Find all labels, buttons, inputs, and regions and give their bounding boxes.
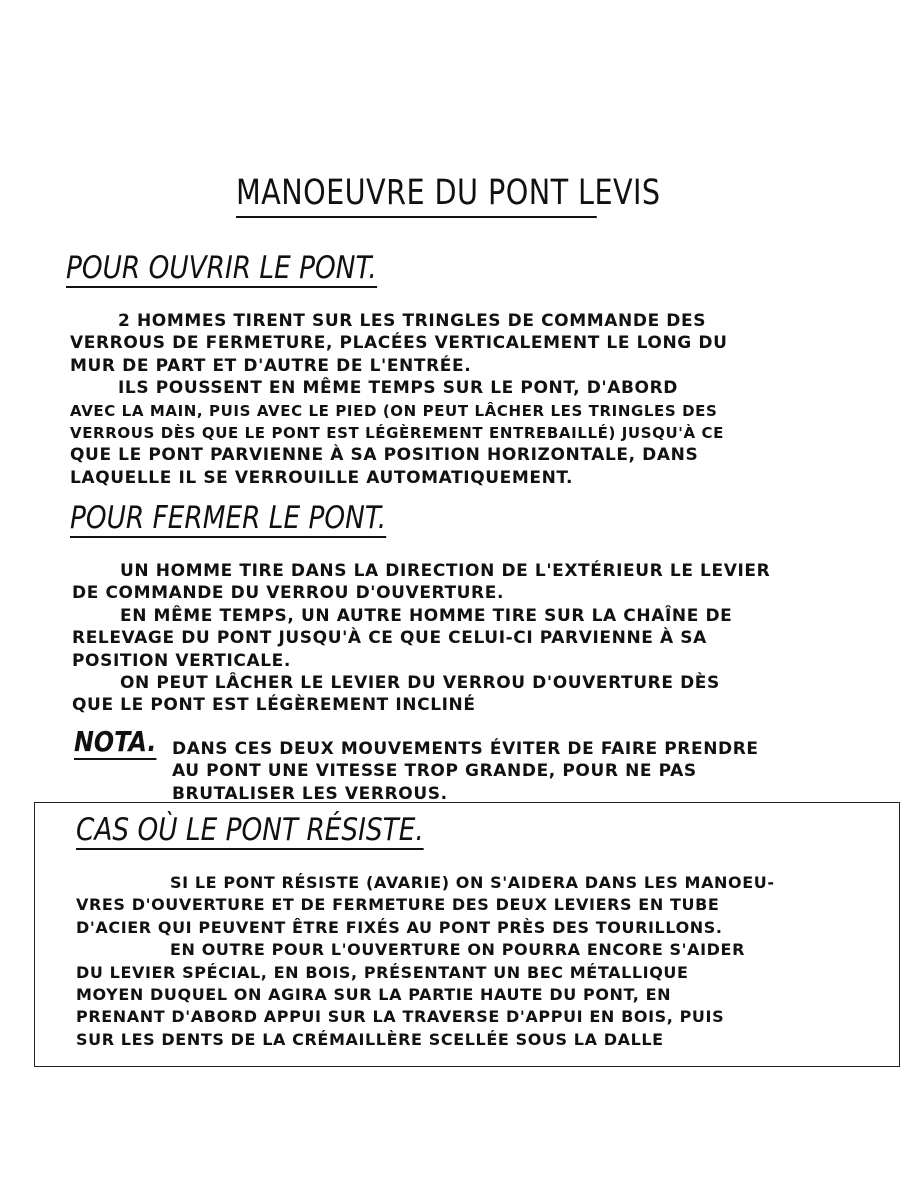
text-line: LAQUELLE IL SE VERROUILLE AUTOMATIQUEMENT.: [70, 467, 574, 488]
section-close-bridge-text: [72, 560, 770, 717]
nota-label: NOTA.: [74, 725, 157, 758]
text-line: RELEVAGE DU PONT JUSQU'À CE QUE CELUI-CI PARVIENNE À SA: [72, 628, 707, 649]
text-line: SI LE PONT RÉSISTE (AVARIE) ON S'AIDERA DANS LES MANOEU-: [170, 873, 775, 892]
text-line: VERROUS DE FERMETURE, PLACÉES VERTICALEMENT LE LONG DU: [70, 333, 728, 354]
text-line: AU PONT UNE VITESSE TROP GRANDE, POUR NE PAS: [172, 761, 697, 782]
text-line: UN HOMME TIRE DANS LA DIRECTION DE L'EXTÉRIEUR LE LEVIER: [120, 561, 771, 581]
text-line: VERROUS DÈS QUE LE PONT EST LÉGÈREMENT ENTREBAILLÉ) JUSQU'À CE: [70, 424, 724, 443]
text-line: VRES D'OUVERTURE ET DE FERMETURE DES DEUX LEVIERS EN TUBE: [76, 895, 720, 915]
text-line: MUR DE PART ET D'AUTRE DE L'ENTRÉE.: [70, 355, 472, 376]
heading-bridge-resists: CAS OÙ LE PONT RÉSISTE.: [76, 812, 424, 848]
text-line: D'ACIER QUI PEUVENT ÊTRE FIXÉS AU PONT PRÈS DES TOURILLONS.: [76, 917, 723, 937]
text-line: BRUTALISER LES VERROUS.: [172, 783, 448, 804]
text-line: EN OUTRE POUR L'OUVERTURE ON POURRA ENCORE S'AIDER: [170, 940, 746, 960]
text-line: POSITION VERTICALE.: [72, 650, 291, 671]
heading-close-bridge: POUR FERMER LE PONT.: [70, 500, 387, 536]
text-line: DU LEVIER SPÉCIAL, EN BOIS, PRÉSENTANT UN BEC MÉTALLIQUE: [76, 962, 689, 982]
text-line: AVEC LA MAIN, PUIS AVEC LE PIED (ON PEUT LÂCHER LES TRINGLES DES: [70, 401, 718, 420]
page-title: MANOEUVRE DU PONT LEVIS: [236, 172, 597, 218]
text-line: QUE LE PONT PARVIENNE À SA POSITION HORIZONTALE, DANS: [70, 445, 699, 466]
text-line: ON PEUT LÂCHER LE LEVIER DU VERROU D'OUVERTURE DÈS: [120, 673, 720, 694]
text-line: QUE LE PONT EST LÉGÈREMENT INCLINÉ: [72, 695, 476, 716]
text-line: MOYEN DUQUEL ON AGIRA SUR LA PARTIE HAUTE DU PONT, EN: [76, 985, 672, 1005]
text-line: EN MÊME TEMPS, UN AUTRE HOMME TIRE SUR LA CHAÎNE DE: [120, 605, 733, 626]
section-open-bridge-text: [70, 310, 727, 489]
text-line: 2 HOMMES TIRENT SUR LES TRINGLES DE COMMANDE DES: [118, 311, 707, 331]
text-line: ILS POUSSENT EN MÊME TEMPS SUR LE PONT, D'ABORD: [118, 378, 678, 399]
nota-text: [172, 738, 759, 805]
text-line: DE COMMANDE DU VERROU D'OUVERTURE.: [72, 583, 505, 604]
resist-text: [76, 872, 775, 1051]
text-line: SUR LES DENTS DE LA CRÉMAILLÈRE SCELLÉE SOUS LA DALLE: [76, 1029, 664, 1049]
text-line: DANS CES DEUX MOUVEMENTS ÉVITER DE FAIRE PRENDRE: [172, 739, 759, 759]
text-line: PRENANT D'ABORD APPUI SUR LA TRAVERSE D'APPUI EN BOIS, PUIS: [76, 1007, 725, 1027]
heading-open-bridge: POUR OUVRIR LE PONT.: [66, 250, 377, 286]
